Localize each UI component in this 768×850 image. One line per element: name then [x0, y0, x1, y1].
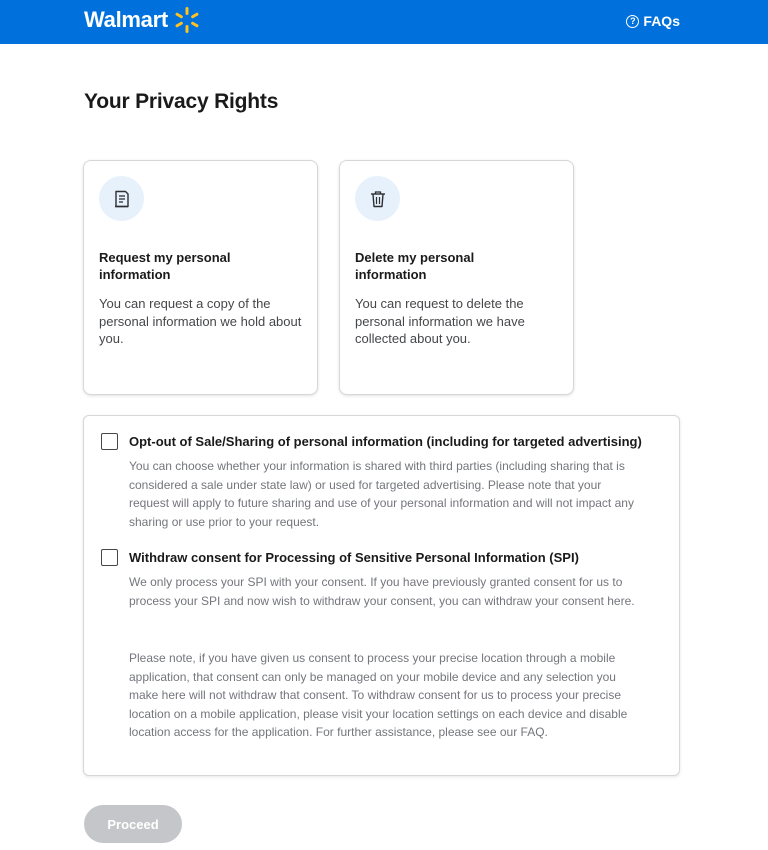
help-circle-icon: ?: [626, 15, 639, 28]
card-title: Delete my personal information: [355, 250, 475, 282]
option-description: You can choose whether your information is shared with third parties (including sharing that is considered a sale under state law) or used for targeted advertising. Please note that your request will apply to future sharing and use of your personal information and will not impact any sharing or use prior to your request.: [129, 459, 634, 529]
brand-name: Walmart: [84, 7, 168, 32]
card-icon-badge: [99, 176, 144, 221]
option-title: Withdraw consent for Processing of Sensitive Personal Information (SPI): [129, 550, 579, 565]
proceed-button[interactable]: Proceed: [84, 805, 182, 843]
top-navigation-bar: [0, 0, 768, 44]
page-title: Your Privacy Rights: [84, 90, 279, 113]
location-consent-note: Please note, if you have given us consent to process your precise location through a mobile application, that consent can only be managed on your mobile device and any selection you make here will not withdraw that consent. To withdraw consent for us to process your precise location on a mobile application, please visit your location settings on each device and disable location access for the application. For further assistance, please see our FAQ.: [129, 651, 628, 739]
card-description: You can request a copy of the personal information we hold about you.: [99, 296, 302, 346]
delete-info-card[interactable]: [339, 160, 574, 395]
card-description: You can request to delete the personal information we have collected about you.: [355, 296, 525, 346]
request-info-card[interactable]: [83, 160, 318, 395]
spark-icon: [173, 6, 201, 34]
card-icon-badge: [355, 176, 400, 221]
withdraw-spi-checkbox[interactable]: [101, 549, 118, 566]
card-title: Request my personal information: [99, 250, 231, 282]
trash-icon: [368, 189, 388, 209]
document-icon: [112, 189, 132, 209]
option-title: Opt-out of Sale/Sharing of personal information (including for targeted advertising): [129, 434, 642, 449]
faq-label: FAQs: [643, 13, 680, 29]
option-description: We only process your SPI with your consent. If you have previously granted consent for us to process your SPI and now wish to withdraw your consent, you can withdraw your consent here.: [129, 575, 635, 608]
withdraw-spi-consent-option: [101, 549, 661, 764]
privacy-options-panel: [83, 415, 680, 776]
opt-out-sale-checkbox[interactable]: [101, 433, 118, 450]
opt-out-sale-option: [101, 433, 661, 543]
walmart-logo[interactable]: [84, 6, 201, 34]
faq-link[interactable]: [626, 13, 680, 29]
